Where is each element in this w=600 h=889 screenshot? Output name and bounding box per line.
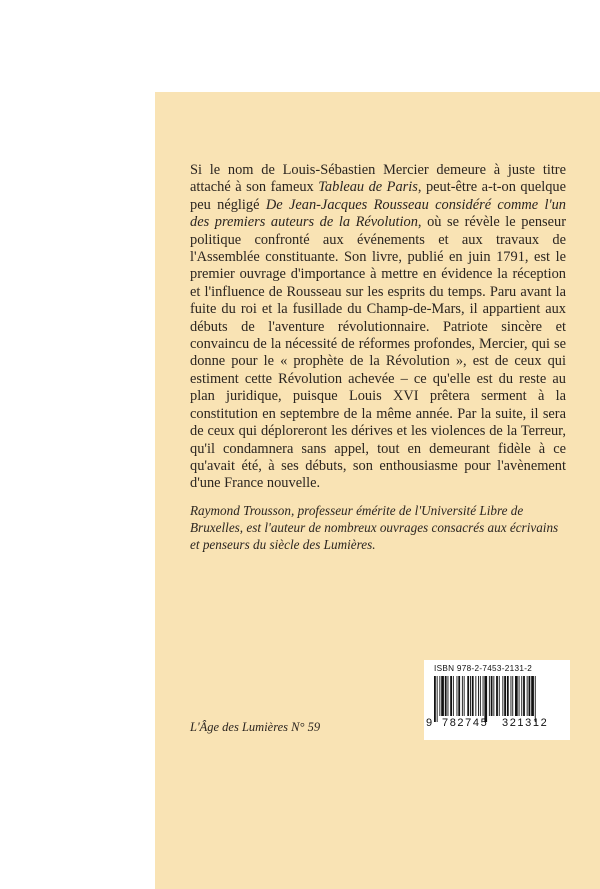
barcode-bar: [483, 676, 484, 716]
author-note: Raymond Trousson, professeur émérite de l'Université Libre de Bruxelles, est l'auteur de nombreux ouvrages consacrés aux écrivains et penseurs du siècle des Lumières.: [190, 503, 559, 552]
ean-digit-first: 9: [426, 717, 433, 729]
barcode-bar: [437, 676, 438, 722]
blurb-title-tableau: Tableau de Paris: [318, 179, 418, 196]
barcode-bar: [478, 676, 479, 716]
blurb-text-2: , peut-être a-t-on quelque peu négligé: [190, 179, 566, 213]
barcode-bar: [496, 676, 498, 716]
blurb-title-rousseau: De Jean-Jacques Rousseau considéré comme l'un des premiers auteurs de la Révolution: [190, 196, 566, 231]
barcode-bar: [470, 676, 471, 716]
barcode-bar: [535, 676, 536, 722]
barcode-bar: [475, 676, 476, 716]
barcode-bar: [527, 676, 528, 716]
barcode-bar: [484, 676, 487, 722]
blurb-paragraph: [190, 162, 566, 493]
barcode-bar: [489, 676, 490, 716]
barcode-bar: [512, 676, 513, 716]
barcode-bar: [499, 676, 500, 716]
barcode-bar: [515, 676, 518, 716]
barcode-bar: [507, 676, 509, 716]
barcode-bar: [493, 676, 494, 716]
back-cover-blurb: [190, 162, 566, 493]
barcode-bar: [521, 676, 522, 716]
isbn-label: ISBN 978-2-7453-2131-2: [434, 664, 533, 673]
barcode-bar: [480, 676, 481, 716]
barcode-bar: [472, 676, 474, 716]
isbn-barcode: [424, 660, 570, 740]
barcode-bar: [511, 676, 512, 716]
barcode-bar: [502, 676, 503, 716]
barcode-bar: [529, 676, 531, 716]
ean-digits-right: 321312: [502, 717, 549, 729]
barcode-bar: [441, 676, 444, 716]
barcode-bar: [453, 676, 454, 716]
ean-digits: [424, 717, 570, 731]
barcode-bar: [523, 676, 525, 716]
barcode-bar: [464, 676, 465, 716]
series-label: L'Âge des Lumières N° 59: [190, 720, 321, 734]
barcode-bar: [450, 676, 452, 716]
barcode-bar: [491, 676, 493, 716]
blurb-text-1: Si le nom de Louis-Sébastien Mercier demeure à juste titre attaché à son fameux: [190, 162, 566, 196]
barcode-bar: [462, 676, 463, 716]
barcode-bar: [445, 676, 447, 716]
barcode-bar: [439, 676, 440, 716]
barcode-bar: [467, 676, 469, 716]
ean-digits-left: 782745: [442, 717, 489, 729]
barcode-bar: [448, 676, 449, 716]
blurb-text-3: , où se révèle le penseur politique confronté aux événements et aux travaux de l'Assemblée constituante. Son livre, publié en juin 1791, est le premier ouvrage d'importance à mettre en évidence la réception et l'influence de Rousseau sur les esprits du temps. Paru avant la fuite du roi et la fusillade du Champ-de-Mars, il appartient aux débuts de l'aventure révolutionnaire. Patriote sincère et convaincu de la nécessité de réformes profondes, Mercier, qui se donne pour le « prophète de la Révolution », est de ceux qui estiment cette Révolution achevée – ce qu'elle est du reste au plan juridique, puisque Louis XVI prêtera serment à la constitution en septembre de la même année. Par la suite, il sera de ceux qui déploreront les dérives et les violences de la Terreur, qu'il condamnera sans appel, tout en demeurant fidèle à ce qu'avait été, à ses débuts, son enthousiasme pour l'avènement d'une France nouvelle.: [190, 214, 566, 492]
barcode-bar: [457, 676, 458, 716]
barcode-bar: [458, 676, 460, 716]
barcode-bar: [519, 676, 520, 716]
barcode-bar: [531, 676, 534, 716]
barcode-bar: [504, 676, 506, 716]
barcode-bar: [434, 676, 436, 722]
